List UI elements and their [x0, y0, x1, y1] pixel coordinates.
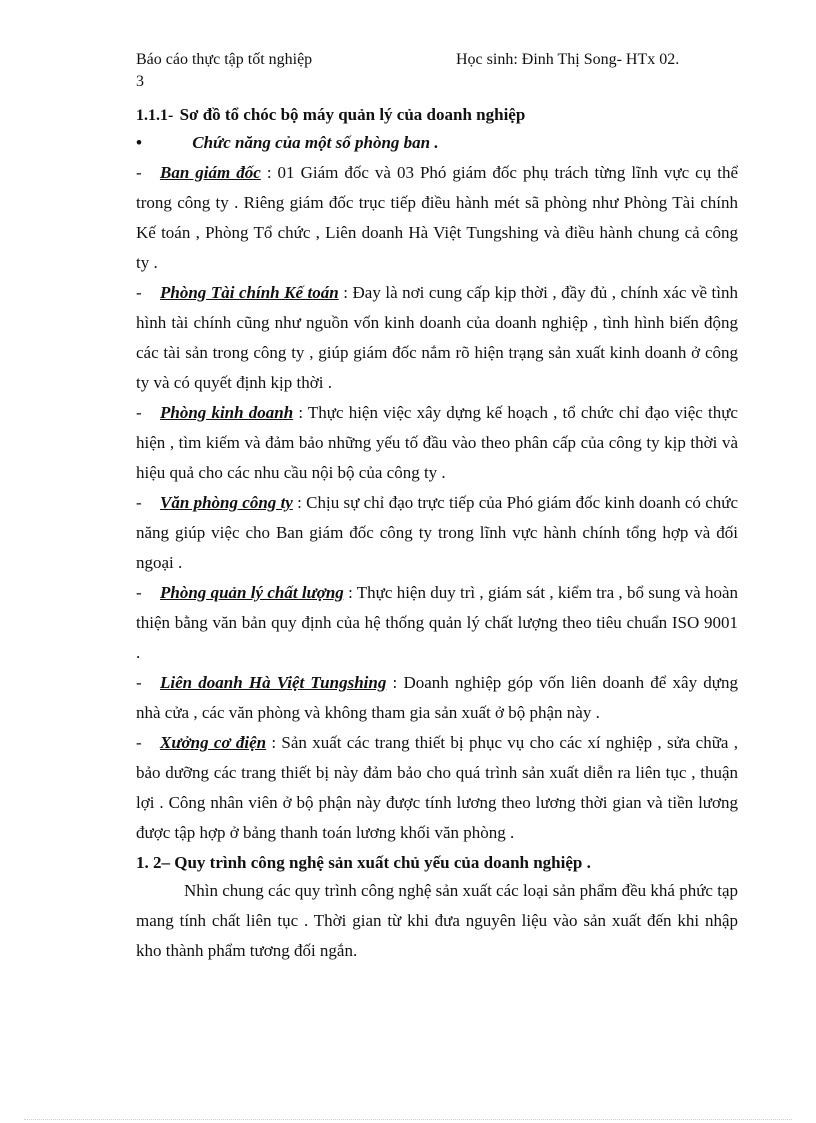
section-title: Sơ đồ tổ chóc bộ máy quản lý của doanh nghiệp [179, 105, 526, 124]
dash-marker: - [136, 583, 142, 602]
report-title: Báo cáo thực tập tốt nghiệp [136, 51, 313, 68]
department-item [136, 578, 738, 668]
dash-marker: - [136, 493, 142, 512]
department-description: : Doanh nghiệp góp vốn liên doanh để xây dựng nhà cửa , các văn phòng và không tham gia sản xuất ở bộ phận này . [136, 673, 738, 722]
department-item [136, 488, 738, 578]
dash-marker: - [136, 733, 142, 752]
dash-marker: - [136, 283, 142, 302]
department-description: : Sản xuất các trang thiết bị phục vụ cho các xí nghiệp , sửa chữa , bảo dưỡng các trang thiết bị này đảm bảo cho quá trình sản xuất diễn ra liên tục , thuận lợi . Công nhân viên ở bộ phận này được tính lương theo lương thời gian và tiền lương được tập hợp ở bảng thanh toán lương khối văn phòng . [136, 733, 738, 842]
bullet-icon: • [136, 133, 142, 152]
department-term: Ban giám đốc [160, 163, 261, 182]
document-body [136, 102, 738, 966]
department-description: : Đay là nơi cung cấp kịp thời , đầy đủ , chính xác về tình hình tài chính cũng như nguồn vốn kinh doanh của doanh nghiệp , tình hình biến động các tài sản trong công ty , giúp giám đốc nắm rõ hiện trạng sản xuất kinh doanh ở công ty và có quyết định kịp thời . [136, 283, 738, 392]
bullet-heading [136, 128, 738, 158]
student-name: Học sinh: Đinh Thị Song- HTx 02. [456, 51, 680, 68]
department-item [136, 668, 738, 728]
department-description: : Thực hiện duy trì , giám sát , kiểm tra , bổ sung và hoàn thiện bằng văn bản quy định của hệ thống quản lý chất lượng theo tiêu chuẩn ISO 9001 . [136, 583, 738, 662]
department-description: : Thực hiện việc xây dựng kế hoạch , tổ chức chỉ đạo việc thực hiện , tìm kiếm và đảm bảo những yếu tố đầu vào theo phân cấp của công ty kịp thời và hiệu quả cho các nhu cầu nội bộ của công ty . [136, 403, 738, 482]
department-item [136, 158, 738, 278]
page-number: 3 [136, 73, 144, 90]
dash-marker: - [136, 673, 142, 692]
bullet-text: Chức năng của một số phòng ban . [192, 133, 439, 152]
footer-divider [24, 1119, 792, 1120]
department-description: : Chịu sự chỉ đạo trực tiếp của Phó giám đốc kinh doanh có chức năng giúp việc cho Ban giám đốc công ty trong lĩnh vực hành chính tổng hợp và đối ngoại . [136, 493, 738, 572]
dash-marker: - [136, 163, 142, 182]
department-term: Phòng kinh doanh [160, 403, 294, 422]
department-term: Xưởng cơ điện [160, 733, 267, 752]
department-term: Phòng quản lý chất lượng [160, 583, 344, 602]
department-term: Phòng Tài chính Kế toán [160, 283, 339, 302]
department-term: Văn phòng công ty [160, 493, 293, 512]
department-item [136, 728, 738, 848]
dash-marker: - [136, 403, 142, 422]
section-number: 1.1.1- [136, 107, 174, 124]
department-item [136, 398, 738, 488]
department-description: : 01 Giám đốc và 03 Phó giám đốc phụ trách từng lĩnh vực cụ thể trong công ty . Riêng giám đốc trục tiếp điều hành mét sã phòng như Phòng Tài chính Kế toán , Phòng Tổ chức , Liên doanh Hà Việt Tungshing và điều hành chung cả công ty . [136, 163, 738, 272]
department-term: Liên doanh Hà Việt Tungshing [160, 673, 387, 692]
section-heading-1-2: 1. 2– Quy trình công nghệ sản xuất chủ yếu của doanh nghiệp . [136, 853, 591, 872]
department-item [136, 278, 738, 398]
closing-paragraph: Nhìn chung các quy trình công nghệ sản xuất các loại sản phẩm đều khá phức tạp mang tính chất liên tục . Thời gian từ khi đưa nguyên liệu vào sản xuất đến khi nhập kho thành phẩm tương đối ngắn. [136, 881, 738, 960]
section-heading-1-1-1 [136, 102, 738, 128]
